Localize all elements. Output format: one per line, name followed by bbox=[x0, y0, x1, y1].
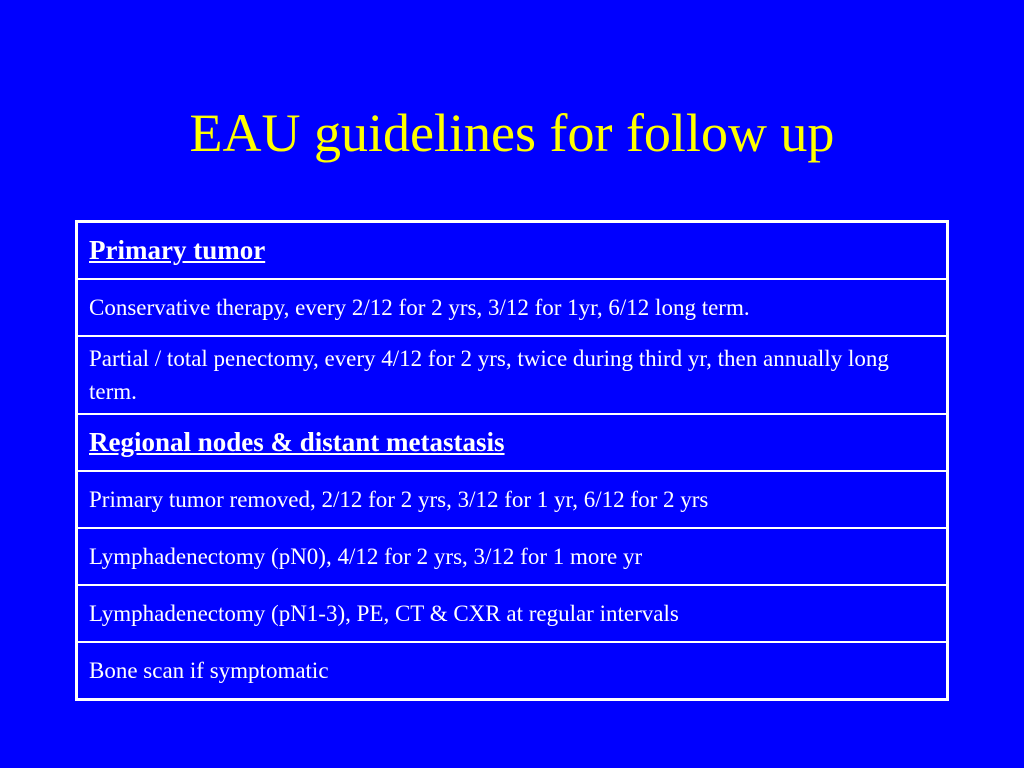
section-header-regional-nodes bbox=[77, 414, 948, 471]
guidelines-table bbox=[75, 220, 949, 701]
table-row bbox=[77, 585, 948, 642]
table-cell: Bone scan if symptomatic bbox=[77, 642, 948, 700]
table-cell: Lymphadenectomy (pN1-3), PE, CT & CXR at regular intervals bbox=[77, 585, 948, 642]
table-cell bbox=[77, 414, 948, 471]
table-cell bbox=[77, 222, 948, 280]
table-cell: Primary tumor removed, 2/12 for 2 yrs, 3/12 for 1 yr, 6/12 for 2 yrs bbox=[77, 471, 948, 528]
section-header-primary-tumor bbox=[77, 222, 948, 280]
section-heading: Regional nodes & distant metastasis bbox=[89, 427, 505, 457]
table-cell: Partial / total penectomy, every 4/12 for 2 yrs, twice during third yr, then annually long term. bbox=[77, 336, 948, 414]
table-row bbox=[77, 471, 948, 528]
table-row bbox=[77, 279, 948, 336]
slide-title: EAU guidelines for follow up bbox=[189, 103, 835, 163]
table-cell: Conservative therapy, every 2/12 for 2 yrs, 3/12 for 1yr, 6/12 long term. bbox=[77, 279, 948, 336]
table-row bbox=[77, 336, 948, 414]
table-row bbox=[77, 528, 948, 585]
table-cell: Lymphadenectomy (pN0), 4/12 for 2 yrs, 3/12 for 1 more yr bbox=[77, 528, 948, 585]
table-row bbox=[77, 642, 948, 700]
section-heading: Primary tumor bbox=[89, 235, 266, 265]
